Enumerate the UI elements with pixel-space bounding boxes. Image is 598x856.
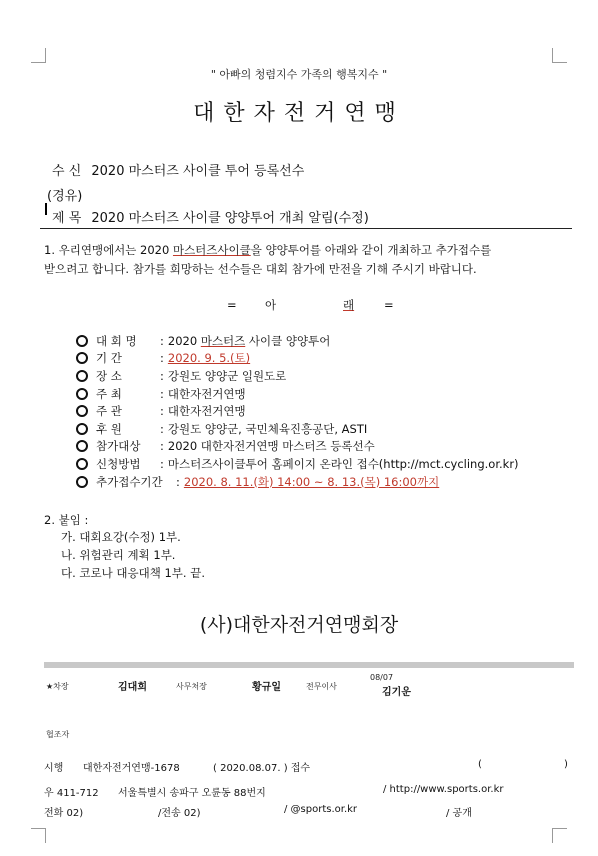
approval-bar [44,662,574,668]
detail-value: 2020. 8. 11.(화) 14:00 ~ 8. 13.(목) 16:00까지 [183,474,440,489]
crop-mark-bottom-left [31,828,46,843]
via: (경유) [47,189,83,204]
circle-bullet-icon [76,370,88,382]
approver-2-role: 사무처장 [176,682,207,691]
enforcement-label: 시행 [44,763,64,774]
attachment-item: 가. 대회요강(수정) 1부. [61,530,181,544]
enforcement-number: 대한자전거연맹-1678 [83,763,180,774]
subject-row [52,207,369,226]
approver-1-name: 김대희 [118,682,147,693]
detail-item-host: 주 최 : 대한자전거연맹 [76,385,519,403]
detail-label: 장 소 [96,368,122,383]
subject-label: 제 목 [52,211,82,226]
disclosure: / 공개 [446,808,472,819]
circle-bullet-icon [76,440,88,452]
postal-code: 우 411-712 [44,788,99,799]
signatory: (사)대한자전거연맹회장 [199,614,399,636]
attachment-item: 나. 위험관리 계획 1부. [61,548,176,562]
crop-mark-top-right [552,48,567,63]
circle-bullet-icon [76,423,88,435]
detail-label: 기 간 [96,351,122,366]
detail-value: 마스터즈사이클투어 홈페이지 온라인 접수(http://mct.cycling.or.kr) [167,456,519,471]
attachment-item: 다. 코로나 대응대책 1부. 끝. [61,566,205,580]
detail-label: 대 회 명 [96,333,137,348]
detail-label: 신청방법 [96,456,141,471]
fax: /전송 02) [158,808,201,819]
crop-mark-top-left [31,48,46,63]
detail-value: 2020 대한자전거연맹 마스터즈 등록선수 [167,439,375,454]
detail-item-event: 대 회 명 : 2020 마스터즈 사이클 양양투어 [76,332,519,350]
detail-item-organizer: 주 관 : 대한자전거연맹 [76,402,519,420]
detail-item-extra-period: 추가접수기간 : 2020. 8. 11.(화) 14:00 ~ 8. 13.(목) 16:00까지 [76,473,519,491]
approver-2-name: 황규일 [252,682,281,693]
detail-value: 대한자전거연맹 [167,404,246,419]
email-link[interactable]: / @sports.or.kr [284,804,358,815]
attachments-heading: 2. 붙임 : [44,513,89,527]
header-rule [40,228,572,229]
enforcement-date: ( 2020.08.07. ) 접수 [213,763,311,774]
circle-bullet-icon [76,388,88,400]
detail-item-venue: 장 소 : 강원도 양양군 일원도로 [76,367,519,385]
detail-value: 대한자전거연맹 [167,386,246,401]
below-heading-right: = [384,298,394,312]
detail-value: 2020. 9. 5.(토) [167,351,251,366]
detail-value: 2020 마스터즈 사이클 양양투어 [167,333,331,348]
recipient-value: 2020 마스터즈 사이클 투어 등록선수 [91,164,305,179]
paragraph-text: 1. 우리연맹에서는 2020 [44,243,173,257]
approver-3-date: 08/07 [370,673,394,682]
receipt-paren-close: ) [564,759,568,770]
circle-bullet-icon [76,352,88,364]
approver-3-name: 김기운 [382,687,411,698]
recipient-label: 수 신 [52,164,82,179]
circle-bullet-icon [76,458,88,470]
text-cursor [45,203,47,215]
approver-1-role: ★차장 [46,682,69,691]
cooperator-label: 협조자 [46,730,70,739]
detail-item-eligibility: 참가대상 : 2020 대한자전거연맹 마스터즈 등록선수 [76,438,519,456]
detail-label: 추가접수기간 [96,474,163,489]
below-heading-word1: 아 [265,298,277,312]
approver-3-role: 전무이사 [306,682,337,691]
detail-value: 강원도 양양군, 국민체육진흥공단, ASTI [167,421,368,436]
paragraph-1-line-1 [44,241,491,259]
subject-value: 2020 마스터즈 사이클 양양투어 개최 알림(수정) [91,211,369,226]
organization-title: 대한자전거연맹 [193,101,405,126]
detail-label: 참가대상 [96,439,141,454]
below-heading-word2: 래 [343,298,355,312]
crop-mark-bottom-right [552,828,567,843]
phone: 전화 02) [44,808,84,819]
address: 서울특별시 송파구 오륜동 88번지 [118,788,266,799]
detail-item-period: 기 간 : 2020. 9. 5.(토) [76,350,519,368]
detail-item-application: 신청방법 : 마스터즈사이클투어 홈페이지 온라인 접수(http://mct.cycling.or.kr) [76,455,519,473]
website-link[interactable]: / http://www.sports.or.kr [383,784,504,795]
circle-bullet-icon [76,476,88,488]
detail-value: 강원도 양양군 일원도로 [167,368,287,383]
paragraph-underlined: 마스터즈사이클 [172,243,251,257]
paragraph-1-line-2: 받으려고 합니다. 참가를 희망하는 선수들은 대회 참가에 만전을 기해 주시기 바랍니다. [44,262,477,276]
receipt-paren-open: ( [478,759,482,770]
circle-bullet-icon [76,335,88,347]
recipient-row [52,160,304,179]
circle-bullet-icon [76,405,88,417]
details-list [76,332,519,490]
detail-label: 후 원 [96,421,122,436]
detail-label: 주 최 [96,386,122,401]
motto: " 아빠의 청렴지수 가족의 행복지수 " [210,68,388,81]
paragraph-text: 을 양양투어를 아래와 같이 개최하고 추가접수를 [250,243,492,257]
detail-item-sponsor: 후 원 : 강원도 양양군, 국민체육진흥공단, ASTI [76,420,519,438]
below-heading-left: = [227,298,237,312]
detail-label: 주 관 [96,404,122,419]
